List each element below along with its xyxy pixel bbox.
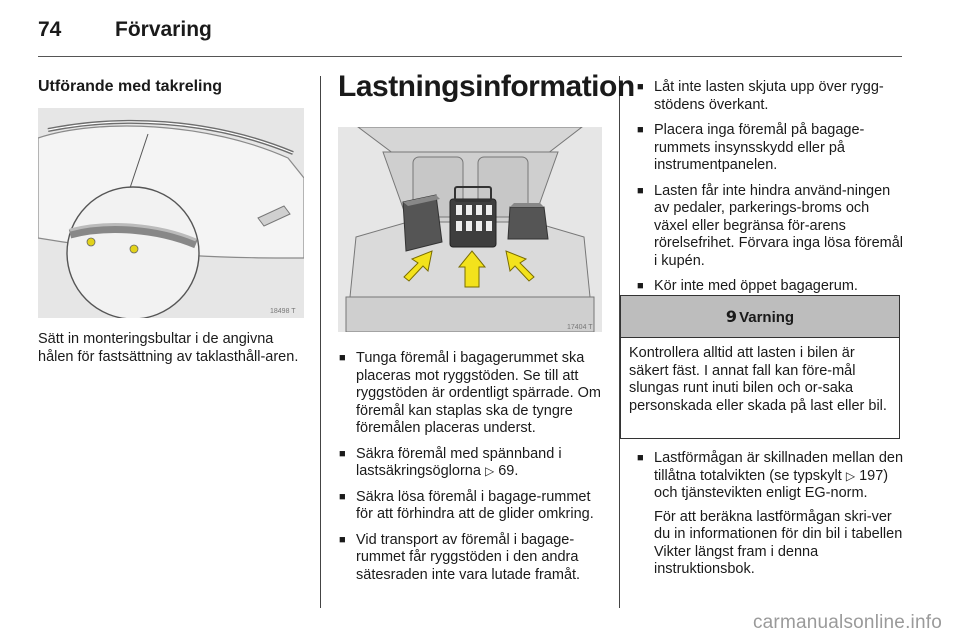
page-title: Förvaring [115, 18, 212, 41]
warning-header [621, 296, 899, 338]
loading-info-list [338, 350, 608, 592]
page-number: 74 [38, 18, 62, 41]
header-divider [38, 56, 902, 57]
capacity-list [636, 450, 904, 587]
warning-triangle-icon: 9 [725, 307, 738, 326]
cross-reference-arrow-icon[interactable]: ▷ [845, 468, 856, 483]
warning-title: Varning [739, 309, 795, 326]
watermark: carmanualsonline.info [752, 612, 942, 633]
list-item: ■ Lasten får inte hindra använd-ningen av pedaler, parkerings-broms och växel eller begränsa för-arens rörelsefrihet. Förvara inga lösa föremål i kupén. [636, 183, 904, 271]
list-item: ■ Säkra föremål med spännband i lastsäkringsöglorna ▷ 69. [338, 446, 608, 481]
figure-label-2: 17404 T [567, 324, 593, 331]
section-heading-loading-info: Lastningsinformation [338, 70, 635, 103]
warning-text: Kontrollera alltid att lasten i bilen är säkert fäst. I annat fall kan före-mål slungas runt inuti bilen och or-saka personskada eller skada på last eller bil. [629, 345, 887, 414]
figure-label-1: 18498 T [270, 308, 296, 315]
list-item: ■ Tunga föremål i bagagerummet ska placeras mot ryggstöden. Se till att ryggstöden är ordentligt spärrade. Om föremål kan staplas ska de tyngre föremålen placeras underst. [338, 350, 608, 438]
column-divider-1 [320, 76, 321, 608]
loading-rules-list [636, 79, 904, 304]
list-item: ■ Lastförmågan är skillnaden mellan den tillåtna totalvikten (se typskylt ▷ 197) och tjänstevikten enligt EG-norm. För att beräkna lastförmågan skri-ver du in informationen för din bil i tabellen Vikter längst fram i denna instruktionsbok. [636, 450, 904, 579]
roof-rail-instruction: Sätt in monteringsbultar i de angivna hålen för fastsättning av taklasthåll-aren. [38, 331, 299, 365]
list-item: ■ Säkra lösa föremål i bagage-rummet för att förhindra att de glider omkring. [338, 489, 608, 524]
page-reference[interactable]: 197) och tjänstevikten enligt EG-norm. [654, 467, 889, 501]
section-heading-roof-rail: Utförande med takreling [38, 78, 223, 95]
roof-rail-illustration [38, 108, 304, 318]
page-reference[interactable]: 69. [498, 463, 519, 479]
list-item: ■ Kör inte med öppet bagagerum. [636, 278, 904, 296]
cargo-area-illustration [338, 127, 602, 332]
warning-box [620, 295, 900, 439]
list-item: ■ Låt inte lasten skjuta upp över rygg-stödens överkant. [636, 79, 904, 114]
cross-reference-arrow-icon[interactable]: ▷ [484, 464, 495, 478]
capacity-note: För att beräkna lastförmågan skri-ver du in informationen för din bil i tabellen Vikter längst fram i denna instruktionsbok. [654, 508, 903, 577]
list-item: ■ Vid transport av föremål i bagage-rummet får ryggstöden i den andra sätesraden inte vara lutade framåt. [338, 532, 608, 585]
list-item: ■ Placera inga föremål på bagage-rummets insynsskydd eller på instrumentpanelen. [636, 122, 904, 175]
